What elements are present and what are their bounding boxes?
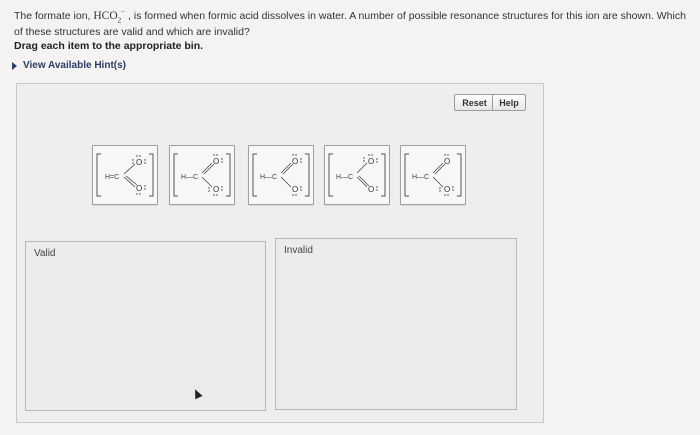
structure-1-left: H=C [105, 174, 120, 181]
formula-sup: − [121, 8, 126, 16]
structure-2-oxygen-top: O [213, 157, 220, 166]
expand-triangle-icon [12, 62, 17, 70]
structure-3-oxygen-bottom: O [292, 185, 299, 194]
structure-2-left: H—C [181, 174, 199, 181]
resonance-structure-3[interactable] [248, 145, 314, 205]
valid-bin[interactable] [25, 241, 266, 411]
instruction-text: Drag each item to the appropriate bin. [14, 40, 204, 52]
help-button[interactable]: Help [492, 94, 526, 111]
view-hints-toggle[interactable] [12, 60, 126, 71]
hints-label: View Available Hint(s) [23, 60, 126, 71]
structure-5-oxygen-top: O [444, 157, 451, 166]
structure-4-oxygen-bottom: O [368, 185, 375, 194]
structure-1-oxygen-bottom: O [136, 184, 143, 193]
resonance-structure-2[interactable] [169, 145, 235, 205]
formate-formula [93, 8, 126, 25]
structure-5-oxygen-bottom: O [444, 185, 451, 194]
structure-1-oxygen-top: O [136, 158, 143, 167]
structure-3-oxygen-top: O [292, 157, 299, 166]
structure-5-left: H—C [412, 174, 430, 181]
formula-base: HCO [93, 9, 118, 22]
invalid-bin-label: Invalid [284, 245, 313, 256]
resonance-structure-4[interactable] [324, 145, 390, 205]
structure-4-left: H—C [336, 174, 354, 181]
structure-4-oxygen-top: O [368, 157, 375, 166]
question-part2: , is formed when formic acid dissolves in water. A number of possible resonance structures for this ion are shown. Which of these structures are valid and which are invalid? [14, 9, 686, 39]
reset-button[interactable]: Reset [454, 94, 495, 111]
structure-3-left: H—C [260, 174, 278, 181]
invalid-bin[interactable] [275, 238, 517, 410]
resonance-structure-1[interactable] [92, 145, 158, 205]
question-part1: The formate ion, [14, 9, 94, 22]
resonance-structure-5[interactable] [400, 145, 466, 205]
structure-2-oxygen-bottom: O [213, 185, 220, 194]
question-text [14, 6, 690, 38]
formula-sub: 2 [117, 16, 122, 25]
valid-bin-label: Valid [34, 248, 56, 259]
